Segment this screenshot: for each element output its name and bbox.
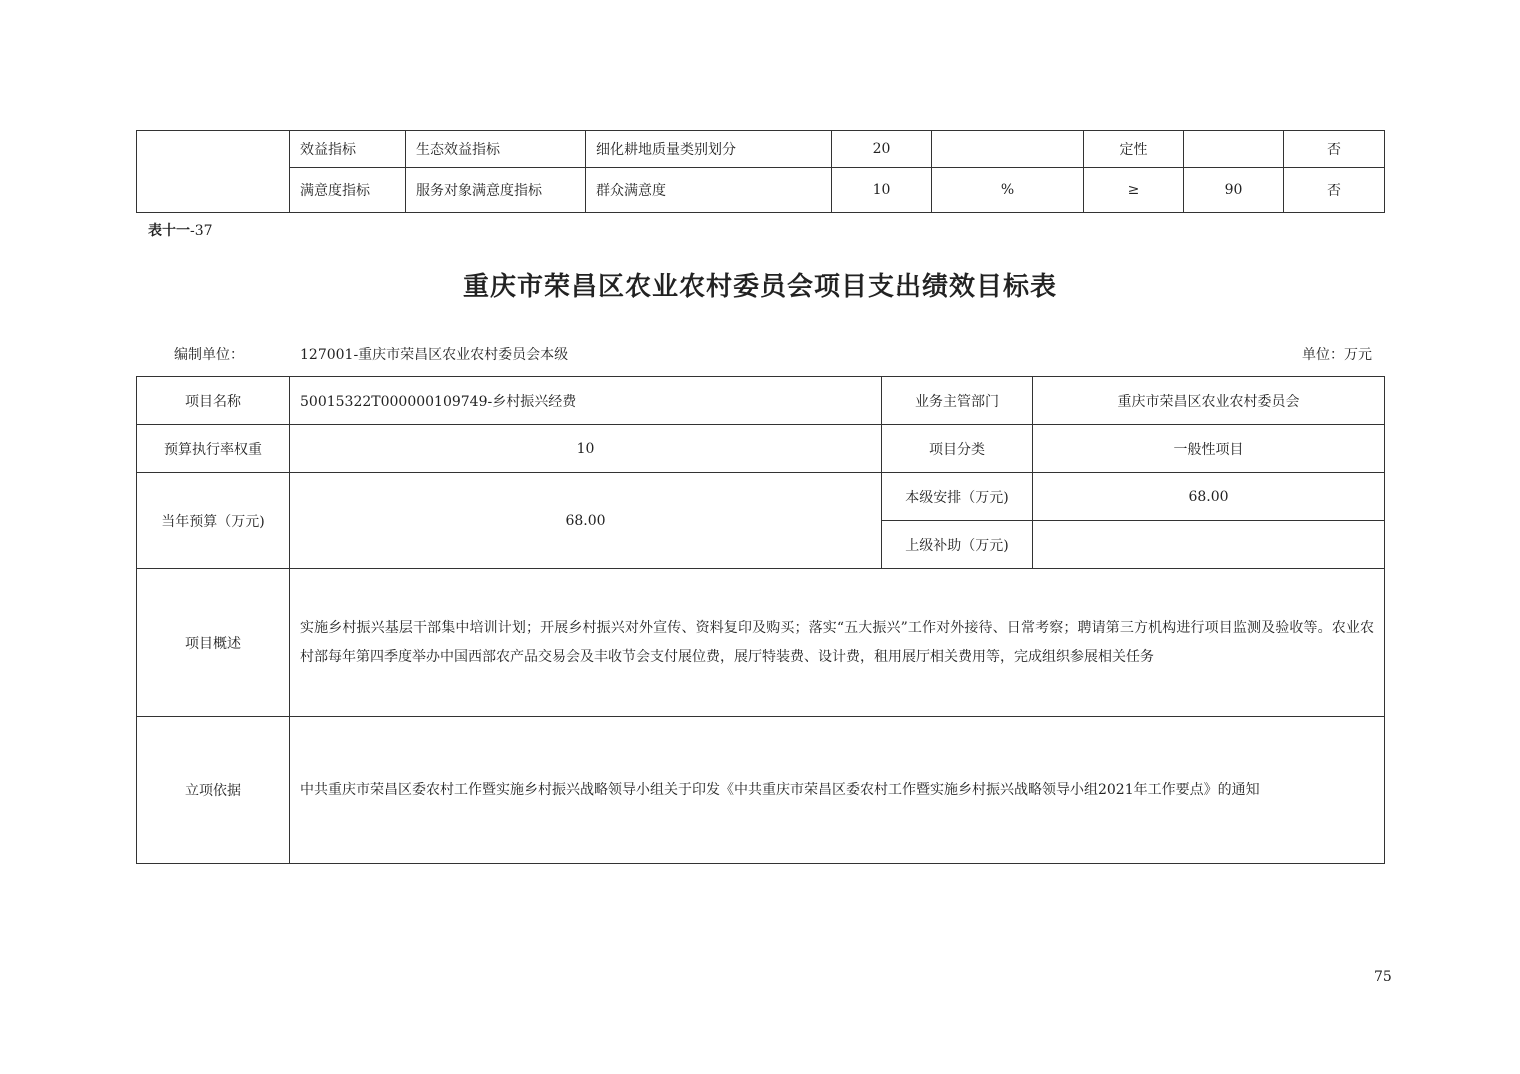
overview-label: 项目概述 bbox=[137, 569, 290, 717]
category-value: 一般性项目 bbox=[1033, 425, 1385, 473]
overview-text: 实施乡村振兴基层干部集中培训计划；开展乡村振兴对外宣传、资料复印及购买；落实“五大振兴”工作对外接待、日常考察；聘请第三方机构进行项目监测及验收等。农业农村部每年第四季度举办中国西部农产品交易会及丰收节会支付展位费，展厅特装费、设计费，租用展厅相关费用等，完成组织参展相关任务 bbox=[290, 569, 1385, 717]
local-budget-label: 本级安排（万元) bbox=[882, 473, 1033, 521]
level1-indicator: 效益指标 bbox=[290, 131, 406, 168]
dept-label: 业务主管部门 bbox=[882, 377, 1033, 425]
table-row bbox=[137, 131, 1385, 168]
table-row bbox=[137, 473, 1385, 521]
table-number-prefix: 表十一 bbox=[148, 223, 190, 239]
level3-indicator: 细化耕地质量类别划分 bbox=[586, 131, 832, 168]
basis-label: 立项依据 bbox=[137, 717, 290, 864]
merged-blank-cell bbox=[137, 131, 290, 213]
indicator-table-continuation bbox=[136, 130, 1385, 213]
compiling-unit-label: 编制单位： bbox=[174, 347, 244, 363]
table-row bbox=[137, 569, 1385, 717]
upper-subsidy-label: 上级补助（万元) bbox=[882, 521, 1033, 569]
level1-indicator: 满意度指标 bbox=[290, 168, 406, 213]
performance-target-table bbox=[136, 376, 1385, 864]
compiling-unit-value: 127001-重庆市荣昌区农业农村委员会本级 bbox=[300, 347, 569, 363]
indicator-operator: 定性 bbox=[1084, 131, 1184, 168]
weight-label: 预算执行率权重 bbox=[137, 425, 290, 473]
indicator-core: 否 bbox=[1284, 131, 1385, 168]
page-number: 75 bbox=[1374, 969, 1392, 985]
indicator-target bbox=[1184, 131, 1284, 168]
indicator-unit bbox=[932, 131, 1084, 168]
money-unit-label: 单位：万元 bbox=[1302, 347, 1372, 363]
project-name-value: 50015322T000000109749-乡村振兴经费 bbox=[290, 377, 882, 425]
category-label: 项目分类 bbox=[882, 425, 1033, 473]
page-title: 重庆市荣昌区农业农村委员会项目支出绩效目标表 bbox=[462, 272, 1057, 302]
table-row bbox=[137, 168, 1385, 213]
table-row bbox=[137, 425, 1385, 473]
project-name-label: 项目名称 bbox=[137, 377, 290, 425]
indicator-weight: 20 bbox=[832, 131, 932, 168]
budget-value: 68.00 bbox=[290, 473, 882, 569]
budget-label: 当年预算（万元) bbox=[137, 473, 290, 569]
indicator-weight: 10 bbox=[832, 168, 932, 213]
local-budget-value: 68.00 bbox=[1033, 473, 1385, 521]
table-row bbox=[137, 377, 1385, 425]
indicator-unit: % bbox=[932, 168, 1084, 213]
table-number-suffix: -37 bbox=[190, 223, 213, 239]
basis-text: 中共重庆市荣昌区委农村工作暨实施乡村振兴战略领导小组关于印发《中共重庆市荣昌区委农村工作暨实施乡村振兴战略领导小组2021年工作要点》的通知 bbox=[290, 717, 1385, 864]
table-row bbox=[137, 717, 1385, 864]
indicator-operator: ≥ bbox=[1084, 168, 1184, 213]
level2-indicator: 生态效益指标 bbox=[406, 131, 586, 168]
upper-subsidy-value bbox=[1033, 521, 1385, 569]
level2-indicator: 服务对象满意度指标 bbox=[406, 168, 586, 213]
dept-value: 重庆市荣昌区农业农村委员会 bbox=[1033, 377, 1385, 425]
indicator-target: 90 bbox=[1184, 168, 1284, 213]
weight-value: 10 bbox=[290, 425, 882, 473]
indicator-core: 否 bbox=[1284, 168, 1385, 213]
table-number bbox=[148, 220, 213, 240]
level3-indicator: 群众满意度 bbox=[586, 168, 832, 213]
